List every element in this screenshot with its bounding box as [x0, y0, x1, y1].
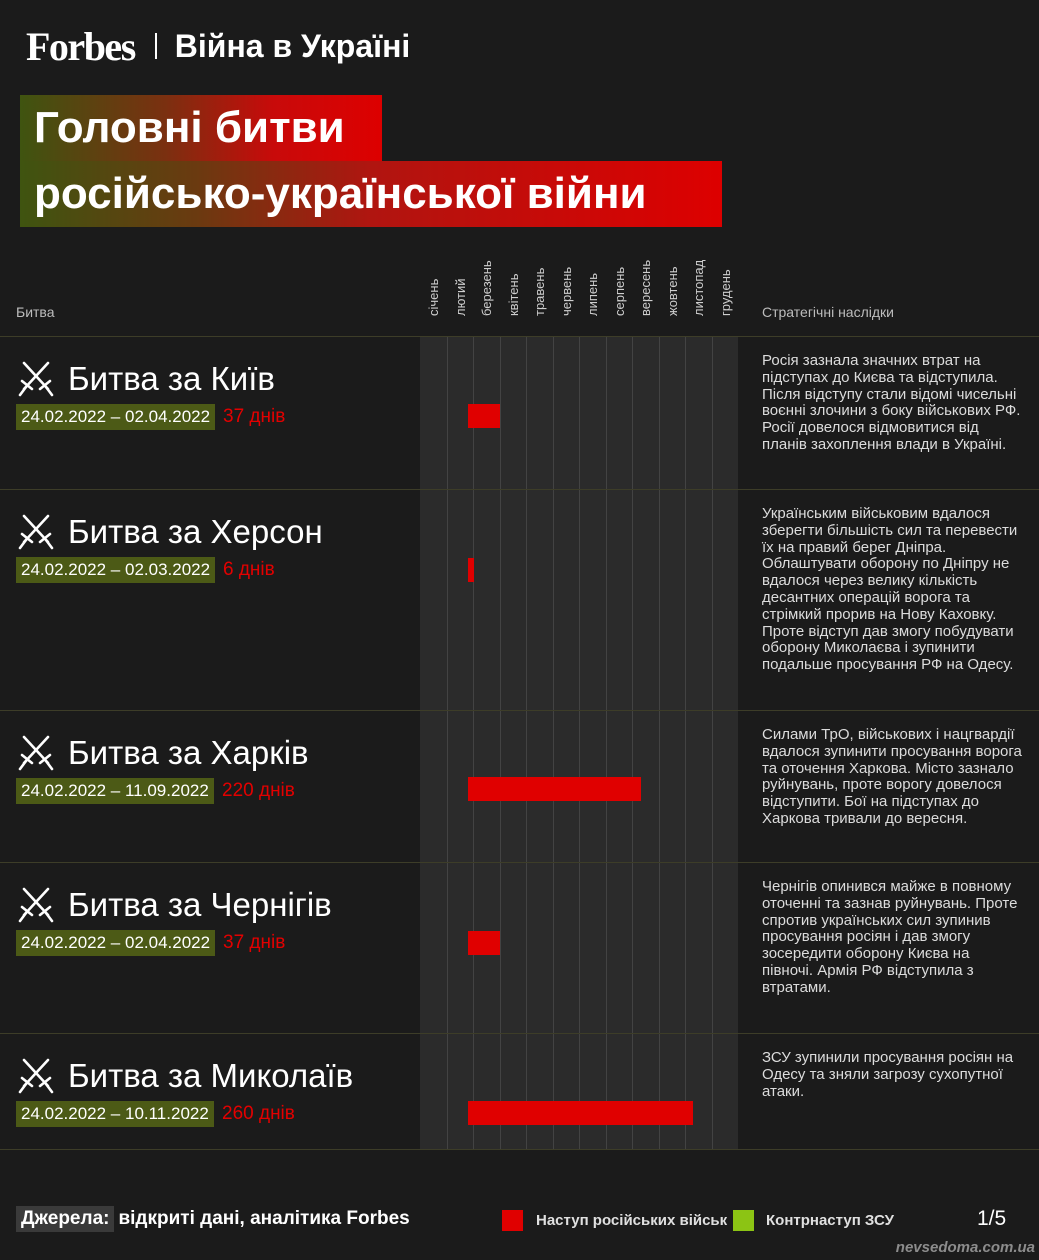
- month-gridline: [632, 336, 633, 1149]
- header-divider: [155, 33, 157, 59]
- battle-name: Битва за Харків: [68, 734, 309, 771]
- section-title: Війна в Україні: [174, 27, 411, 64]
- watermark: nevsedoma.com.ua: [895, 1239, 1035, 1256]
- month-gridline: [659, 336, 660, 1149]
- legend-swatch-counteroffensive: [733, 1210, 754, 1231]
- crossed-swords-icon: [16, 733, 56, 773]
- month-gridline: [606, 336, 607, 1149]
- battle-duration: 6 днів: [223, 559, 275, 580]
- battle-dates: 24.02.2022 – 10.11.2022: [16, 1101, 214, 1127]
- sources-text: відкриті дані, аналітика Forbes: [118, 1208, 410, 1229]
- battle-name: Битва за Миколаїв: [68, 1057, 354, 1094]
- title-line-2: російсько-української війни: [20, 161, 722, 227]
- column-header-consequences: Стратегічні наслідки: [762, 304, 894, 320]
- offensive-bar: [468, 777, 641, 801]
- month-label: листопад: [691, 259, 706, 316]
- crossed-swords-icon: [16, 359, 56, 399]
- month-label: липень: [585, 272, 600, 316]
- offensive-bar: [468, 404, 500, 428]
- column-header-battle: Битва: [16, 304, 55, 320]
- month-label: лютий: [452, 278, 468, 316]
- month-label: січень: [426, 278, 441, 316]
- offensive-bar: [468, 931, 500, 955]
- month-label: серпень: [611, 266, 627, 316]
- battle-duration: 260 днів: [222, 1103, 295, 1124]
- row-separator: [0, 862, 1039, 863]
- battle-consequences: Силами ТрО, військових і нацгвардії вдалося зупинити просування ворога та оточення Харкова. Місто зазнало руйнувань, проте ворогу довелося відступити. Бої на підступах до Харкова тривали до вересня.: [762, 726, 1022, 827]
- row-separator: [0, 336, 1039, 337]
- month-gridline: [473, 336, 474, 1149]
- battle-name: Битва за Київ: [68, 360, 275, 397]
- month-gridline: [579, 336, 580, 1149]
- battle-consequences: ЗСУ зупинили просування росіян на Одесу та зняли загрозу сухопутної атаки.: [762, 1049, 1014, 1100]
- offensive-bar: [468, 558, 474, 582]
- month-label: грудень: [717, 269, 733, 316]
- battle-duration: 37 днів: [223, 932, 286, 953]
- battle-dates: 24.02.2022 – 11.09.2022: [16, 778, 214, 804]
- month-gridline: [712, 336, 713, 1149]
- crossed-swords-icon: [16, 1056, 56, 1096]
- sources-label: Джерела:: [16, 1206, 114, 1232]
- month-label: березень: [479, 260, 494, 316]
- battle-dates: 24.02.2022 – 02.03.2022: [16, 557, 215, 583]
- legend-swatch-offensive: [502, 1210, 523, 1231]
- battle-consequences: Чернігів опинився майже в повному оточенні та зазнав руйнувань. Проте спротив українських сил зупинив просування росіян і дав змогу зосередити оборону Києва на півночі. Армія РФ відступила з втратами.: [762, 878, 1018, 996]
- row-separator: [0, 1149, 1039, 1150]
- battle-name: Битва за Херсон: [68, 513, 323, 550]
- month-gridline: [526, 336, 527, 1149]
- month-gridline: [500, 336, 501, 1149]
- battle-dates: 24.02.2022 – 02.04.2022: [16, 930, 215, 956]
- month-gridline: [685, 336, 686, 1149]
- month-gridline: [447, 336, 448, 1149]
- offensive-bar: [468, 1101, 693, 1125]
- month-gridline: [553, 336, 554, 1149]
- forbes-logo: Forbes: [26, 23, 135, 69]
- month-label: вересень: [638, 259, 653, 316]
- legend-label-offensive: Наступ російських військ: [536, 1212, 728, 1229]
- battle-duration: 37 днів: [223, 406, 286, 427]
- title-line-1: Головні битви: [20, 95, 382, 161]
- row-separator: [0, 1033, 1039, 1034]
- month-label: червень: [558, 266, 574, 316]
- page-number: 1/5: [977, 1207, 1007, 1230]
- timeline-grid: [420, 336, 738, 1149]
- month-label: травень: [532, 267, 547, 316]
- row-separator: [0, 710, 1039, 711]
- header: [26, 24, 410, 68]
- battle-duration: 220 днів: [222, 780, 295, 801]
- sources: [16, 1206, 410, 1232]
- battle-consequences: Українським військовим вдалося зберегти більшість сил та перевести їх на правий берег Дніпра. Облаштувати оборону по Дніпру не вдалося через велику кількість десантних операцій ворога та стрімкий прорив на Нову Каховку. Проте відступ дав змогу побудувати оборону Миколаєва і зупинити подальше просування РФ на Одесу.: [762, 505, 1018, 674]
- month-label: квітень: [505, 273, 521, 316]
- month-label: жовтень: [664, 266, 680, 316]
- crossed-swords-icon: [16, 885, 56, 925]
- row-separator: [0, 489, 1039, 490]
- battle-dates: 24.02.2022 – 02.04.2022: [16, 404, 215, 430]
- battle-consequences: Росія зазнала значних втрат на підступах до Києва та відступила. Після відступу стали відомі чисельні воєнні злочини з боку військових РФ. Росії довелося відмовитися від планів захоплення влади в Україні.: [762, 352, 1021, 453]
- legend-label-counteroffensive: Контрнаступ ЗСУ: [766, 1212, 894, 1229]
- battle-name: Битва за Чернігів: [68, 886, 332, 923]
- crossed-swords-icon: [16, 512, 56, 552]
